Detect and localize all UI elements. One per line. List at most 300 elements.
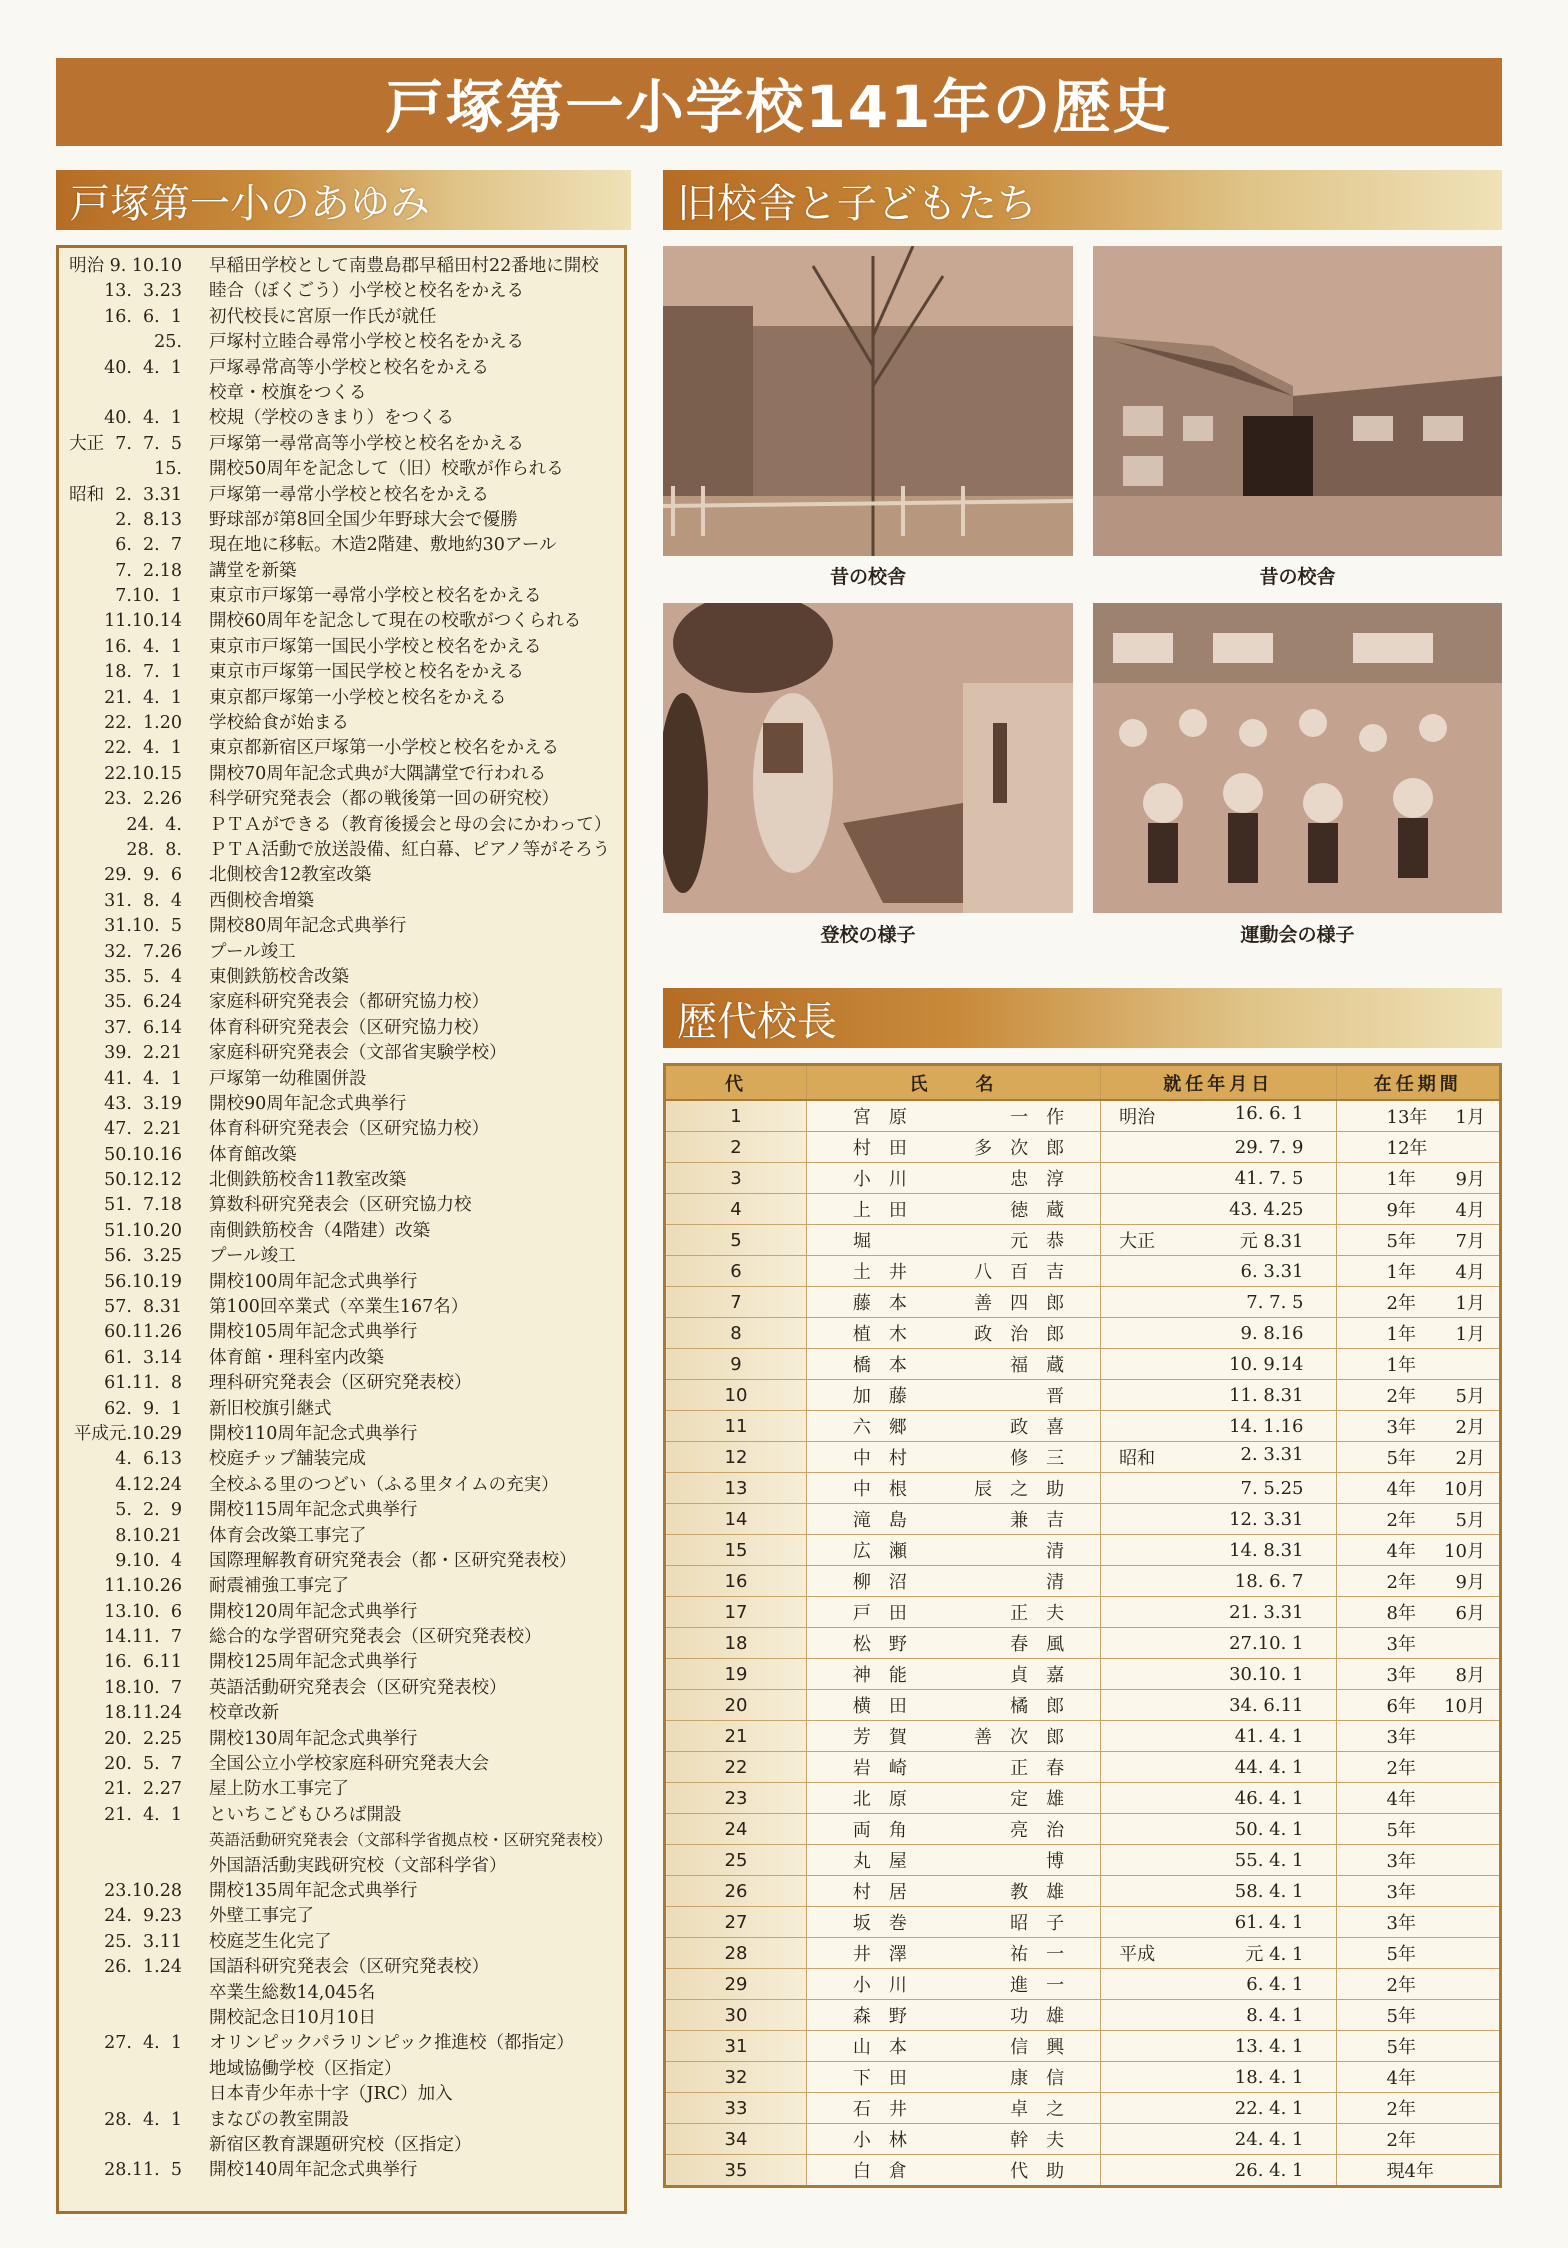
term-months: 2月	[1455, 1417, 1485, 1438]
term-cell	[1336, 1969, 1501, 2000]
timeline-entry	[59, 609, 624, 634]
timeline-date: 14.11. 7	[104, 1627, 182, 1648]
timeline-entry	[59, 1701, 624, 1726]
family-name: 松 野	[852, 1634, 907, 1655]
date: 11. 8.31	[1229, 1384, 1304, 1406]
appointment-date-cell	[1101, 1969, 1336, 2000]
timeline-entry	[59, 1904, 624, 1929]
appointment-date-cell	[1101, 2031, 1336, 2062]
timeline-date	[59, 1854, 209, 1879]
table-row	[665, 1814, 1501, 1845]
date: 12. 3.31	[1229, 1508, 1304, 1530]
timeline-date: 51. 7.18	[104, 1195, 182, 1216]
generation-cell: 1	[665, 1100, 807, 1132]
photo-image-icon	[1093, 246, 1502, 556]
family-name: 中 根	[852, 1479, 907, 1500]
table-row	[665, 1225, 1501, 1256]
term-cell	[1336, 1535, 1501, 1566]
generation-cell: 22	[665, 1752, 807, 1783]
table-row	[665, 1659, 1501, 1690]
appointment-date-cell	[1101, 1442, 1336, 1473]
timeline-text: 開校115周年記念式典挙行	[209, 1500, 418, 1521]
timeline-date	[59, 2057, 209, 2082]
term-cell	[1336, 1349, 1501, 1380]
family-name: 両 角	[852, 1820, 907, 1841]
term-years: 3年	[1386, 1882, 1416, 1903]
term-months: 4月	[1455, 1262, 1485, 1283]
timeline-entry	[59, 2031, 624, 2056]
term-years: 2年	[1386, 1758, 1416, 1779]
term-months: 5月	[1455, 1510, 1485, 1531]
generation-cell: 31	[665, 2031, 807, 2062]
appointment-date-cell	[1101, 1938, 1336, 1969]
timeline-entry	[59, 1498, 624, 1523]
name-cell	[806, 2093, 1100, 2124]
timeline-entry	[59, 1067, 624, 1092]
date: 61. 4. 1	[1234, 1911, 1304, 1933]
timeline-text: 開校80周年記念式典挙行	[209, 916, 407, 937]
timeline-entry	[59, 660, 624, 685]
timeline-entry	[59, 406, 624, 431]
given-name: 代 助	[1010, 2161, 1065, 2182]
table-row	[665, 2124, 1501, 2155]
appointment-date-cell	[1101, 1597, 1336, 1628]
timeline-text: 卒業生総数14,045名	[209, 1982, 376, 2003]
timeline-text: 体育会改築工事完了	[209, 1525, 367, 1546]
table-row	[665, 2000, 1501, 2031]
family-name: 小 川	[852, 1169, 907, 1190]
term-cell	[1336, 1100, 1501, 1132]
name-cell	[806, 1132, 1100, 1163]
photo-old-building-1	[663, 246, 1073, 556]
date: 2. 3.31	[1240, 1444, 1304, 1465]
appointment-date-cell	[1101, 1132, 1336, 1163]
term-years: 5年	[1386, 1448, 1416, 1469]
given-name: 福 蔵	[1010, 1355, 1065, 1376]
given-name: 功 雄	[1010, 2006, 1065, 2027]
given-name: 晋	[1046, 1386, 1065, 1407]
principals-heading: 歴代校長	[677, 998, 837, 1045]
timeline-date: 27. 4. 1	[104, 2033, 182, 2054]
generation-cell: 25	[665, 1845, 807, 1876]
timeline-date: 5. 2. 9	[115, 1500, 182, 1521]
term-cell	[1336, 2124, 1501, 2155]
timeline-entry	[59, 990, 624, 1015]
timeline-entry	[59, 1574, 624, 1599]
era: 明治	[1119, 1107, 1156, 1128]
date: 18. 6. 7	[1234, 1570, 1304, 1592]
name-cell	[806, 1256, 1100, 1287]
timeline-date: 20. 5. 7	[104, 1754, 182, 1775]
timeline-date: 61. 3.14	[104, 1347, 182, 1368]
timeline-text: ＰＴＡができる（教育後援会と母の会にかわって）	[209, 814, 612, 835]
term-cell	[1336, 1752, 1501, 1783]
term-cell	[1336, 1628, 1501, 1659]
timeline-entry	[59, 1168, 624, 1193]
timeline-text: 日本青少年赤十字（JRC）加入	[209, 2084, 453, 2105]
timeline-text: プール竣工	[209, 941, 296, 962]
date: 6. 4. 1	[1246, 1973, 1304, 1995]
table-row	[665, 1287, 1501, 1318]
timeline-date: 大正 7. 7. 5	[69, 433, 182, 454]
date: 29. 7. 9	[1234, 1136, 1304, 1158]
timeline-text: 学校給食が始まる	[209, 713, 349, 734]
timeline-text: 校庭芝生化完了	[209, 1931, 332, 1952]
principals-table	[663, 1063, 1502, 2188]
timeline-date: 昭和 2. 3.31	[69, 484, 182, 505]
name-cell	[806, 1442, 1100, 1473]
timeline-text: 理科研究発表会（区研究発表校）	[209, 1373, 472, 1394]
generation-cell: 5	[665, 1225, 807, 1256]
date: 30.10. 1	[1229, 1663, 1304, 1685]
term-cell	[1336, 1690, 1501, 1721]
timeline-entry	[59, 914, 624, 939]
timeline-entry	[59, 1244, 624, 1269]
timeline-date: 11.10.14	[104, 611, 182, 632]
photo-image-icon	[663, 603, 1073, 913]
timeline-text: 現在地に移転。木造2階建、敷地約30アール	[209, 535, 557, 556]
term-months: 8月	[1455, 1665, 1485, 1686]
table-row	[665, 1628, 1501, 1659]
timeline-text: 野球部が第8回全国少年野球大会で優勝	[209, 509, 518, 530]
generation-cell: 14	[665, 1504, 807, 1535]
page-title: 戸塚第一小学校141年の歴史	[385, 73, 1173, 141]
name-cell	[806, 1814, 1100, 1845]
term-cell	[1336, 1318, 1501, 1349]
photos-heading-bar	[663, 170, 1502, 230]
term-cell	[1336, 1194, 1501, 1225]
generation-cell: 17	[665, 1597, 807, 1628]
timeline-entry	[59, 889, 624, 914]
family-name: 横 田	[852, 1696, 907, 1717]
timeline-text: 英語活動研究発表会（文部科学省拠点校・区研究発表校）	[209, 1831, 613, 1850]
timeline-text: 開校100周年記念式典挙行	[209, 1271, 418, 1292]
timeline-date: 22. 4. 1	[104, 738, 182, 759]
term-years: 1年	[1386, 1169, 1416, 1190]
term-years: 13年	[1386, 1107, 1428, 1128]
name-cell	[806, 1628, 1100, 1659]
timeline-date: 31. 8. 4	[104, 890, 182, 911]
table-row	[665, 1752, 1501, 1783]
appointment-date-cell	[1101, 1504, 1336, 1535]
timeline-date: 6. 2. 7	[115, 535, 182, 556]
generation-cell: 11	[665, 1411, 807, 1442]
date: 6. 3.31	[1240, 1260, 1304, 1282]
given-name: 亮 治	[1010, 1820, 1065, 1841]
timeline-text: 講堂を新築	[209, 560, 297, 581]
timeline-text: 開校120周年記念式典挙行	[209, 1601, 418, 1622]
appointment-date-cell	[1101, 1907, 1336, 1938]
generation-cell: 27	[665, 1907, 807, 1938]
timeline-text: 校章・校旗をつくる	[209, 382, 367, 403]
term-months: 1月	[1455, 1324, 1485, 1345]
name-cell	[806, 1287, 1100, 1318]
timeline-date: 13. 3.23	[104, 281, 182, 302]
term-months: 1月	[1455, 1293, 1485, 1314]
timeline-date: 35. 5. 4	[104, 966, 182, 987]
timeline-text: 外国語活動実践研究校（文部科学省）	[209, 1855, 507, 1876]
timeline-entry	[59, 1371, 624, 1396]
appointment-date-cell	[1101, 1380, 1336, 1411]
name-cell	[806, 1473, 1100, 1504]
timeline-date: 47. 2.21	[104, 1119, 182, 1140]
timeline-text: 第100回卒業式（卒業生167名）	[209, 1297, 469, 1318]
given-name: 善 次 郎	[974, 1727, 1065, 1748]
timeline-date	[59, 381, 209, 406]
family-name: 小 川	[852, 1975, 907, 1996]
term-cell	[1336, 1907, 1501, 1938]
given-name: 善 四 郎	[974, 1293, 1065, 1314]
timeline-entry	[59, 787, 624, 812]
date: 21. 3.31	[1229, 1601, 1304, 1623]
timeline-date: 25.	[154, 332, 182, 353]
timeline-text: 東京市戸塚第一国民学校と校名をかえる	[209, 662, 524, 683]
page-title-bar	[56, 58, 1502, 146]
table-row	[665, 1969, 1501, 2000]
timeline-heading-bar	[56, 170, 631, 230]
table-row	[665, 1349, 1501, 1380]
table-row	[665, 1938, 1501, 1969]
term-months: 5月	[1455, 1386, 1485, 1407]
timeline-entry	[59, 1346, 624, 1371]
timeline-text: 国語科研究発表会（区研究発表校）	[209, 1957, 489, 1978]
timeline-text: 開校135周年記念式典挙行	[209, 1881, 418, 1901]
timeline-entry	[59, 2108, 624, 2133]
photo-sports-day	[1093, 603, 1502, 913]
generation-cell: 26	[665, 1876, 807, 1907]
term-cell	[1336, 1938, 1501, 1969]
timeline-text: 西側校舎増築	[209, 890, 314, 911]
generation-cell: 3	[665, 1163, 807, 1194]
timeline-date: 13.10. 6	[104, 1601, 182, 1622]
appointment-date-cell	[1101, 1783, 1336, 1814]
date: 9. 8.16	[1240, 1322, 1304, 1344]
table-row	[665, 1442, 1501, 1473]
timeline-date	[59, 1981, 209, 2006]
timeline-date	[59, 1828, 209, 1853]
timeline-entry	[59, 1676, 624, 1701]
family-name: 北 原	[852, 1789, 907, 1810]
appointment-date-cell	[1101, 1690, 1336, 1721]
date: 18. 4. 1	[1234, 2066, 1304, 2088]
timeline-text: 東京市戸塚第一尋常小学校と校名をかえる	[209, 586, 542, 607]
timeline-text: 東京都戸塚第一小学校と校名をかえる	[209, 687, 507, 708]
timeline-entry	[59, 2057, 624, 2082]
term-cell	[1336, 1225, 1501, 1256]
generation-cell: 33	[665, 2093, 807, 2124]
table-row	[665, 1194, 1501, 1225]
timeline-text: 開校90周年記念式典挙行	[209, 1093, 407, 1114]
table-row	[665, 2031, 1501, 2062]
name-cell	[806, 1690, 1100, 1721]
timeline-text: 地域協働学校（区指定）	[209, 2058, 402, 2079]
timeline-entry	[59, 1752, 624, 1777]
timeline-entry	[59, 2082, 624, 2107]
term-cell	[1336, 2031, 1501, 2062]
timeline-entry	[59, 305, 624, 330]
timeline-text: 戸塚第一幼稚園併設	[209, 1068, 367, 1089]
timeline-text: まなびの教室開設	[209, 2109, 349, 2130]
term-years: 2年	[1386, 1510, 1416, 1531]
timeline-date: 32. 7.26	[104, 941, 182, 962]
appointment-date-cell	[1101, 1287, 1336, 1318]
timeline-entry	[59, 762, 624, 787]
term-cell	[1336, 1504, 1501, 1535]
date: 22. 4. 1	[1234, 2097, 1304, 2119]
name-cell	[806, 1411, 1100, 1442]
timeline-entry	[59, 279, 624, 304]
name-cell	[806, 1380, 1100, 1411]
generation-cell: 12	[665, 1442, 807, 1473]
timeline-entry	[59, 813, 624, 838]
table-row	[665, 1907, 1501, 1938]
timeline-entry	[59, 381, 624, 406]
timeline-entry	[59, 559, 624, 584]
appointment-date-cell	[1101, 1566, 1336, 1597]
timeline-text: 算数科研究発表会（区研究協力校	[209, 1195, 472, 1216]
family-name: 戸 田	[852, 1603, 907, 1624]
timeline-entry	[59, 584, 624, 609]
name-cell	[806, 1566, 1100, 1597]
date: 55. 4. 1	[1234, 1849, 1304, 1871]
timeline-text: 戸塚第一尋常高等小学校と校名をかえる	[209, 433, 524, 454]
appointment-date-cell	[1101, 1845, 1336, 1876]
term-months: 10月	[1444, 1479, 1485, 1500]
generation-cell: 10	[665, 1380, 807, 1411]
given-name: 兼 吉	[1010, 1510, 1065, 1531]
term-years: 2年	[1386, 2130, 1416, 2151]
date: 43. 4.25	[1229, 1198, 1304, 1220]
term-cell	[1336, 1132, 1501, 1163]
term-months: 4月	[1455, 1200, 1485, 1221]
term-cell	[1336, 1814, 1501, 1845]
term-years: 3年	[1386, 1665, 1416, 1686]
timeline-text: 戸塚村立睦合尋常小学校と校名をかえる	[209, 332, 524, 353]
appointment-date-cell	[1101, 1659, 1336, 1690]
timeline-entry	[59, 254, 624, 279]
term-months: 9月	[1455, 1572, 1485, 1593]
term-cell	[1336, 1473, 1501, 1504]
name-cell	[806, 1100, 1100, 1132]
generation-cell: 23	[665, 1783, 807, 1814]
timeline-date: 21. 2.27	[104, 1779, 182, 1800]
timeline-entry	[59, 533, 624, 558]
timeline-text: 早稲田学校として南豊島郡早稲田村22番地に開校	[209, 256, 599, 276]
timeline-text: 体育科研究発表会（区研究協力校）	[209, 1119, 489, 1140]
term-years: 6年	[1386, 1696, 1416, 1717]
table-row	[665, 1597, 1501, 1628]
timeline-text: プール竣工	[209, 1246, 296, 1267]
timeline-entry	[59, 1447, 624, 1472]
date: 13. 4. 1	[1234, 2035, 1304, 2057]
term-years: 9年	[1386, 1200, 1416, 1221]
timeline-date: 39. 2.21	[104, 1043, 182, 1064]
timeline-date: 16. 6.11	[104, 1652, 182, 1673]
given-name: 貞 嘉	[1010, 1665, 1065, 1686]
generation-cell: 7	[665, 1287, 807, 1318]
timeline-date: 18.11.24	[104, 1703, 182, 1724]
timeline-text: 外壁工事完了	[209, 1906, 314, 1927]
generation-cell: 8	[665, 1318, 807, 1349]
term-years: 4年	[1386, 1479, 1416, 1500]
timeline-text: 校章改新	[209, 1703, 279, 1724]
timeline-entry	[59, 1625, 624, 1650]
table-row	[665, 1100, 1501, 1132]
term-years: 2年	[1386, 1293, 1416, 1314]
term-years: 3年	[1386, 1851, 1416, 1872]
timeline-text: 開校105周年記念式典挙行	[209, 1322, 418, 1343]
timeline-text: 家庭科研究発表会（文部省実験学校）	[209, 1043, 507, 1064]
timeline-date: 50.12.12	[104, 1170, 182, 1191]
given-name: 元 恭	[1010, 1231, 1065, 1252]
timeline-entry	[59, 1955, 624, 1980]
name-cell	[806, 1783, 1100, 1814]
table-row	[665, 1504, 1501, 1535]
term-cell	[1336, 1721, 1501, 1752]
term-months: 1月	[1455, 1107, 1485, 1128]
timeline-text: オリンピックパラリンピック推進校（都指定）	[209, 2033, 575, 2054]
timeline-text: 屋上防水工事完了	[209, 1779, 349, 1800]
table-row	[665, 1256, 1501, 1287]
timeline-entry	[59, 1219, 624, 1244]
family-name: 橋 本	[852, 1355, 907, 1376]
table-row	[665, 2155, 1501, 2187]
column-header-appointment-date: 就任年月日	[1101, 1065, 1336, 1101]
photo-image-icon	[663, 246, 1073, 556]
table-row	[665, 1690, 1501, 1721]
timeline-entry	[59, 1930, 624, 1955]
timeline-date: 15.	[154, 459, 182, 480]
name-cell	[806, 1721, 1100, 1752]
given-name: 一 作	[1010, 1107, 1065, 1128]
timeline-date: 20. 2.25	[104, 1728, 182, 1749]
timeline-date: 26. 1.24	[104, 1957, 182, 1978]
timeline-date: 18. 7. 1	[104, 662, 182, 683]
term-years: 1年	[1386, 1324, 1416, 1345]
timeline-date: 40. 4. 1	[104, 357, 182, 378]
timeline-date: 16. 6. 1	[104, 306, 182, 327]
given-name: 徳 蔵	[1010, 1200, 1065, 1221]
timeline-date: 7.10. 1	[115, 586, 182, 607]
family-name: 植 木	[852, 1324, 907, 1345]
timeline-date: 62. 9. 1	[104, 1398, 182, 1419]
family-name: 小 林	[852, 2130, 907, 2151]
timeline-date: 24. 4.	[126, 814, 182, 835]
table-row	[665, 1473, 1501, 1504]
term-cell	[1336, 1256, 1501, 1287]
name-cell	[806, 1225, 1100, 1256]
generation-cell: 29	[665, 1969, 807, 2000]
name-cell	[806, 1194, 1100, 1225]
table-row	[665, 1566, 1501, 1597]
term-years: 3年	[1386, 1913, 1416, 1934]
generation-cell: 30	[665, 2000, 807, 2031]
timeline-entry	[59, 838, 624, 863]
table-row	[665, 1845, 1501, 1876]
timeline-entry	[59, 1600, 624, 1625]
generation-cell: 4	[665, 1194, 807, 1225]
name-cell	[806, 1938, 1100, 1969]
date: 14. 8.31	[1229, 1539, 1304, 1561]
timeline-entry	[59, 508, 624, 533]
timeline-date: 21. 4. 1	[104, 687, 182, 708]
timeline-entry	[59, 2133, 624, 2158]
appointment-date-cell	[1101, 1194, 1336, 1225]
given-name: 橘 郎	[1010, 1696, 1065, 1717]
term-cell	[1336, 1380, 1501, 1411]
appointment-date-cell	[1101, 1411, 1336, 1442]
date: 7. 7. 5	[1246, 1291, 1304, 1313]
